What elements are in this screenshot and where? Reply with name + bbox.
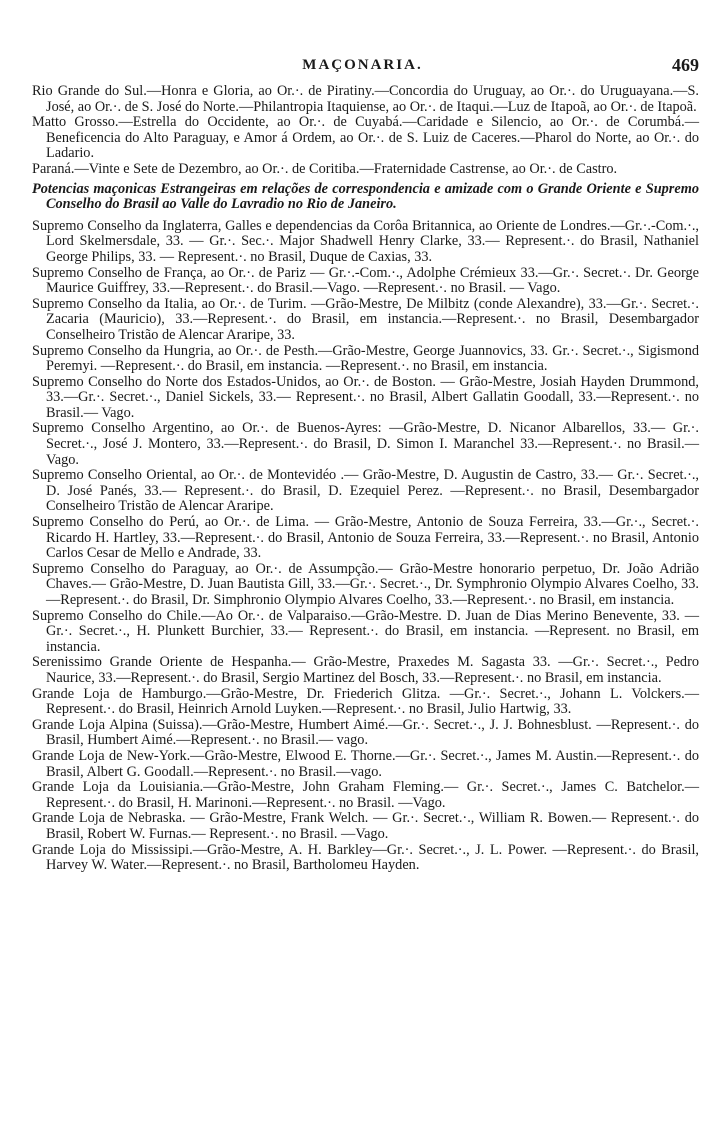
running-header [0,55,725,78]
paragraph-argentino: Supremo Conselho Argentino, ao Or.·. de Buenos-Ayres: —Grão-Mestre, D. Nicanor Albarellos, 33.— Gr.·. Secret.·., José J. Montero, 33.—Represent.·. do Brasil, D. Simon I. Maranchel 33.—Represent.·. no Brasil.—Vago. [32,420,699,468]
paragraph-louisiania: Grande Loja da Louisiania.—Grão-Mestre, John Graham Fleming.— Gr.·. Secret.·., James C. Batchelor.—Represent.·. do Brasil, H. Marinoni.—Represent.·. no Brasil. —Vago. [32,779,699,811]
paragraph-hungria: Supremo Conselho da Hungria, ao Or.·. de Pesth.—Grão-Mestre, George Juannovics, 33. Gr.·. Secret.·., Sigismond Peremyi. —Represent.·. do Brasil, em instancia. —Represent.·. no Brasil, em instancia. [32,342,699,375]
paragraph-hespanha: Serenissimo Grande Oriente de Hespanha.— Grão-Mestre, Praxedes M. Sagasta 33. —Gr.·. Secret.·., Pedro Naurice, 33.—Represent.·. do Brasil, Sergio Martinez del Bosch, 33.—Represent.·. no Brasil, em instancia. [32,654,699,686]
section-heading-foreign-powers: Potencias maçonicas Estrangeiras em relações de correspondencia e amizade com o Grande Oriente e Supremo Conselho do Brasil ao Valle do Lavradio no Rio de Janeiro. [32,180,699,213]
section-foreign-powers [32,219,699,874]
paragraph-alpina: Grande Loja Alpina (Suissa).—Grão-Mestre, Humbert Aimé.—Gr.·. Secret.·., J. J. Bohnesblust. —Represent.·. do Brasil, Humbert Aimé.—Represent.·. no Brasil.— vago. [32,716,699,749]
paragraph-inglaterra: Supremo Conselho da Inglaterra, Galles e dependencias da Corôa Britannica, ao Oriente de Londres.—Gr.·.-Com.·., Lord Skelmersdale, 33. — Gr.·. Sec.·. Major Shadwell Henry Clarke, 33.— Represent.·. do Brasil, Nathaniel George Philips, 33. — Represent.·. no Brasil, Duque de Caxias, 33. [32,217,699,265]
paragraph-matto-grosso: Matto Grosso.—Estrella do Occidente, ao Or.·. de Cuyabá.—Caridade e Silencio, ao Or.·. de Corumbá.—Beneficencia do Alto Paraguay, e Amor á Ordem, ao Or.·. de S. Luiz de Caceres.—Pharol do Norte, ao Or.·. do Ladario. [32,114,699,162]
paragraph-nebraska: Grande Loja de Nebraska. — Grão-Mestre, Frank Welch. — Gr.·. Secret.·., William R. Bowen.— Represent.·. do Brasil, Robert W. Furnas.— Represent.·. no Brasil. —Vago. [32,810,699,842]
page-number: 469 [672,55,699,75]
paragraph-italia: Supremo Conselho da Italia, ao Or.·. de Turim. —Grão-Mestre, De Milbitz (conde Alexandre), 33.—Gr.·. Secret.·. Zacaria (Mauricio), 33.—Represent.·. do Brasil, em instancia.—Represent.·. no Brasil, Desembargador Conselheiro Tristão de Alencar Araripe, 33. [32,295,699,343]
paragraph-mississipi: Grande Loja do Mississipi.—Grão-Mestre, A. H. Barkley—Gr.·. Secret.·., J. L. Power. —Represent.·. do Brasil, Harvey W. Water.—Represent.·. no Brasil, Bartholomeu Hayden. [32,841,699,874]
paragraph-franca: Supremo Conselho de França, ao Or.·. de Pariz — Gr.·.-Com.·., Adolphe Crémieux 33.—Gr.·. Secret.·. Dr. George Maurice Guiffrey, 33.—Represent.·. do Brasil.—Vago. —Represent.·. no Brasil. — Vago. [32,264,699,297]
paragraph-hamburgo: Grande Loja de Hamburgo.—Grão-Mestre, Dr. Friederich Glitza. —Gr.·. Secret.·., Johann L. Volckers.—Represent.·. do Brasil, Heinrich Arnold Luyken.—Represent.·. no Brasil, Julio Hartwig, 33. [32,685,699,718]
section-brazil-lodges [32,84,699,178]
paragraph-parana: Paraná.—Vinte e Sete de Dezembro, ao Or.·. de Coritiba.—Fraternidade Castrense, ao Or.·. de Castro. [32,160,618,177]
paragraph-peru: Supremo Conselho do Perú, ao Or.·. de Lima. — Grão-Mestre, Antonio de Souza Ferreira, 33.—Gr.·., Secret.·. Ricardo H. Hartley, 33.—Represent.·. do Brasil, Antonio de Souza Ferreira, 33.—Represent.·. no Brasil, Antonio Carlos Cesar de Mello e Andrade, 33. [32,514,699,562]
paragraph-new-york: Grande Loja de New-York.—Grão-Mestre, Elwood E. Thorne.—Gr.·. Secret.·., James M. Austin.—Represent.·. do Brasil, Albert G. Goodall.—Represent.·. no Brasil.—vago. [32,747,699,780]
paragraph-rio-grande-do-sul: Rio Grande do Sul.—Honra e Gloria, ao Or.·. de Piratiny.—Concordia do Uruguay, ao Or.·. do Uruguayana.—S. José, ao Or.·. de S. José do Norte.—Philantropia Itaquiense, ao Or.·. de Itaqui.—Luz de Itapoã, ao Or.·. de Itapoã. [32,83,699,115]
paragraph-chile: Supremo Conselho do Chile.—Ao Or.·. de Valparaiso.—Grão-Mestre. D. Juan de Dias Merino Benevente, 33. —Gr.·. Secret.·., H. Plunkett Burchier, 33.— Represent.·. do Brasil, em instancia. —Represent. no Brasil, em instancia. [32,607,699,655]
page-title: MAÇONARIA. [302,57,423,73]
paragraph-oriental: Supremo Conselho Oriental, ao Or.·. de Montevidéo .— Grão-Mestre, D. Augustin de Castro, 33.— Gr.·. Secret.·., D. José Panés, 33.— Represent.·. do Brasil, D. Ezequiel Perez. —Represent.·. no Brasil, Desembargador Conselheiro Tristão de Alencar Araripe. [32,467,699,515]
paragraph-paraguay: Supremo Conselho do Paraguay, ao Or.·. de Assumpção.— Grão-Mestre honorario perpetuo, Dr. João Adrião Chaves.— Grão-Mestre, D. Juan Bautista Gill, 33.—Gr.·. Secret.·., Dr. Symphronio Olympio Alvares Coelho, 33.—Represent.·. do Brasil, Dr. Simphronio Olympio Alvares Coelho, 33.—Represent.·. no Brasil, em instancia. [32,560,699,608]
page-content [32,84,699,874]
paragraph-estados-unidos: Supremo Conselho do Norte dos Estados-Unidos, ao Or.·. de Boston. — Grão-Mestre, Josiah Hayden Drummond, 33.—Gr.·. Secret.·., Daniel Sickels, 33.— Represent.·. no Brasil, Albert Gallatin Goodall, 33.—Represent.·. no Brasil.— Vago. [32,373,699,421]
